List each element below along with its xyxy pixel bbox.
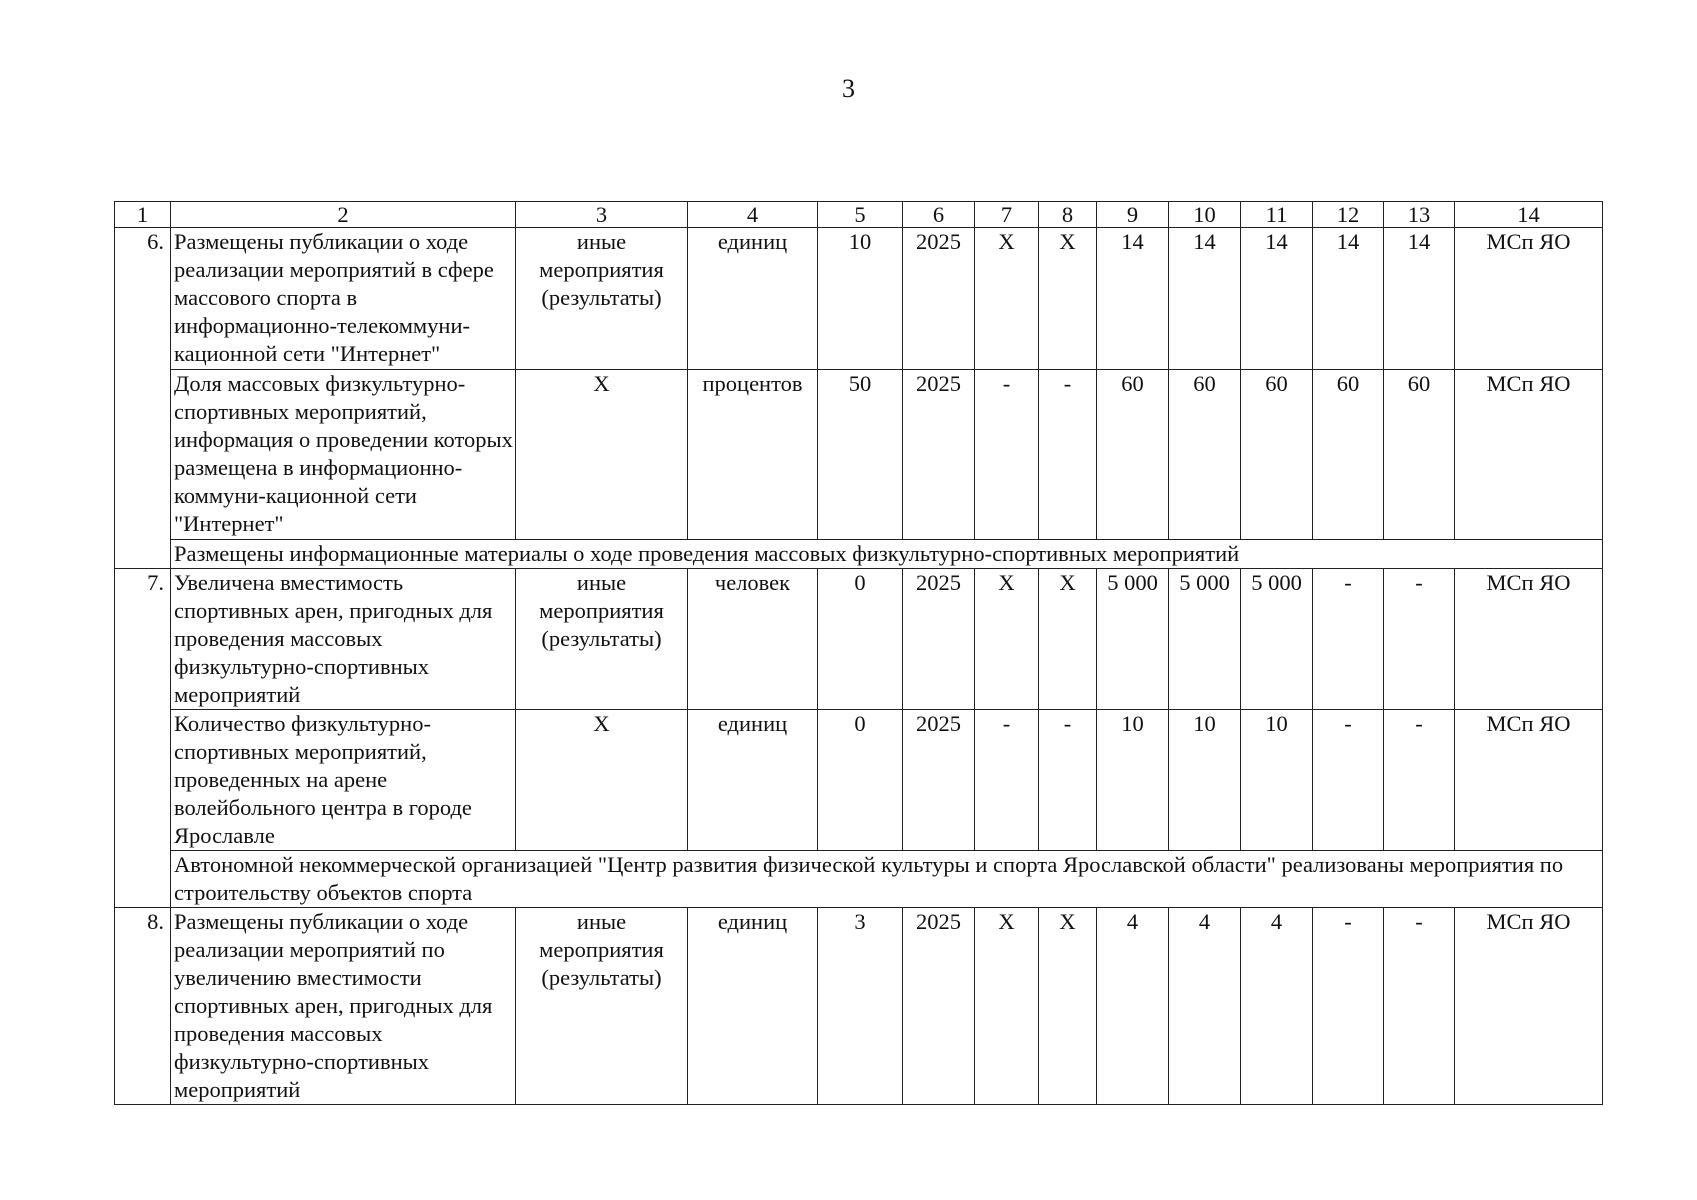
page-number: 3 xyxy=(842,74,855,103)
indicator-type: иные мероприятия (результаты) xyxy=(516,569,688,710)
table-cell: 60 xyxy=(1384,370,1455,540)
table-cell: 14 xyxy=(1384,228,1455,370)
table-row xyxy=(115,228,1603,370)
column-header: 4 xyxy=(688,202,818,228)
column-header: 2 xyxy=(171,202,516,228)
responsible: МСп ЯО xyxy=(1455,228,1603,370)
table-cell: X xyxy=(1039,908,1097,1105)
table-cell: - xyxy=(1313,710,1384,851)
column-header: 5 xyxy=(818,202,903,228)
column-header: 3 xyxy=(516,202,688,228)
table-cell: 5 000 xyxy=(1097,569,1169,710)
table-row xyxy=(115,851,1603,908)
indicator-name: Увеличена вместимость спортивных арен, пригодных для проведения массовых физкультурно-спортивных мероприятий xyxy=(171,569,516,710)
base-year: 2025 xyxy=(903,569,975,710)
table-cell: - xyxy=(1313,569,1384,710)
column-header: 9 xyxy=(1097,202,1169,228)
base-value: 3 xyxy=(818,908,903,1105)
base-year: 2025 xyxy=(903,370,975,540)
unit: человек xyxy=(688,569,818,710)
table-cell: - xyxy=(1039,710,1097,851)
table-cell: 14 xyxy=(1313,228,1384,370)
column-header: 12 xyxy=(1313,202,1384,228)
base-value: 0 xyxy=(818,569,903,710)
base-value: 0 xyxy=(818,710,903,851)
column-header: 11 xyxy=(1241,202,1313,228)
table-cell: - xyxy=(1384,710,1455,851)
table-header-row xyxy=(115,202,1603,228)
base-year: 2025 xyxy=(903,908,975,1105)
indicators-table xyxy=(114,201,1603,1105)
table-cell: 4 xyxy=(1097,908,1169,1105)
table-cell: 60 xyxy=(1097,370,1169,540)
table-cell: - xyxy=(1384,569,1455,710)
indicator-type: X xyxy=(516,710,688,851)
table-row xyxy=(115,908,1603,1105)
responsible: МСп ЯО xyxy=(1455,908,1603,1105)
table-row xyxy=(115,569,1603,710)
column-header: 13 xyxy=(1384,202,1455,228)
base-value: 10 xyxy=(818,228,903,370)
indicator-name: Размещены публикации о ходе реализации мероприятий в сфере массового спорта в информационно-телекоммуни-кационной сети "Интернет" xyxy=(171,228,516,370)
indicator-type: иные мероприятия (результаты) xyxy=(516,228,688,370)
section-description: Размещены информационные материалы о ходе проведения массовых физкультурно-спортивных мероприятий xyxy=(171,540,1603,569)
indicator-type: X xyxy=(516,370,688,540)
column-header: 14 xyxy=(1455,202,1603,228)
table-cell: 60 xyxy=(1313,370,1384,540)
indicator-name: Доля массовых физкультурно-спортивных мероприятий, информация о проведении которых размещена в информационно-коммуни-кационной сети "Интернет" xyxy=(171,370,516,540)
table-cell: 60 xyxy=(1241,370,1313,540)
responsible: МСп ЯО xyxy=(1455,569,1603,710)
responsible: МСп ЯО xyxy=(1455,710,1603,851)
unit: единиц xyxy=(688,228,818,370)
table-cell: 14 xyxy=(1097,228,1169,370)
column-header: 1 xyxy=(115,202,171,228)
table-row xyxy=(115,370,1603,540)
table-cell: 14 xyxy=(1241,228,1313,370)
indicator-name: Количество физкультурно-спортивных мероприятий, проведенных на арене волейбольного центра в городе Ярославле xyxy=(171,710,516,851)
table-cell: 14 xyxy=(1169,228,1241,370)
table-cell: X xyxy=(1039,228,1097,370)
indicator-name: Размещены публикации о ходе реализации мероприятий по увеличению вместимости спортивных арен, пригодных для проведения массовых физкультурно-спортивных мероприятий xyxy=(171,908,516,1105)
table-cell: X xyxy=(975,228,1039,370)
table-cell: 10 xyxy=(1241,710,1313,851)
responsible: МСп ЯО xyxy=(1455,370,1603,540)
row-number: 6. xyxy=(115,228,171,569)
base-value: 50 xyxy=(818,370,903,540)
table-cell: 10 xyxy=(1097,710,1169,851)
column-header: 10 xyxy=(1169,202,1241,228)
table-cell: 4 xyxy=(1241,908,1313,1105)
table-cell: X xyxy=(1039,569,1097,710)
table-row xyxy=(115,540,1603,569)
table-row xyxy=(115,710,1603,851)
indicator-type: иные мероприятия (результаты) xyxy=(516,908,688,1105)
column-header: 6 xyxy=(903,202,975,228)
table-cell: - xyxy=(1039,370,1097,540)
column-header: 7 xyxy=(975,202,1039,228)
row-number: 8. xyxy=(115,908,171,1105)
table-cell: 4 xyxy=(1169,908,1241,1105)
table-cell: 5 000 xyxy=(1241,569,1313,710)
unit: единиц xyxy=(688,710,818,851)
table-cell: - xyxy=(975,710,1039,851)
row-number: 7. xyxy=(115,569,171,908)
table-cell: 60 xyxy=(1169,370,1241,540)
column-header: 8 xyxy=(1039,202,1097,228)
table-cell: - xyxy=(1313,908,1384,1105)
unit: процентов xyxy=(688,370,818,540)
table-cell: 5 000 xyxy=(1169,569,1241,710)
table-cell: - xyxy=(1384,908,1455,1105)
section-description: Автономной некоммерческой организацией "Центр развития физической культуры и спорта Ярославской области" реализованы мероприятия по строительству объектов спорта xyxy=(171,851,1603,908)
table-cell: X xyxy=(975,908,1039,1105)
table-cell: 10 xyxy=(1169,710,1241,851)
table-cell: X xyxy=(975,569,1039,710)
table-cell: - xyxy=(975,370,1039,540)
unit: единиц xyxy=(688,908,818,1105)
base-year: 2025 xyxy=(903,228,975,370)
base-year: 2025 xyxy=(903,710,975,851)
